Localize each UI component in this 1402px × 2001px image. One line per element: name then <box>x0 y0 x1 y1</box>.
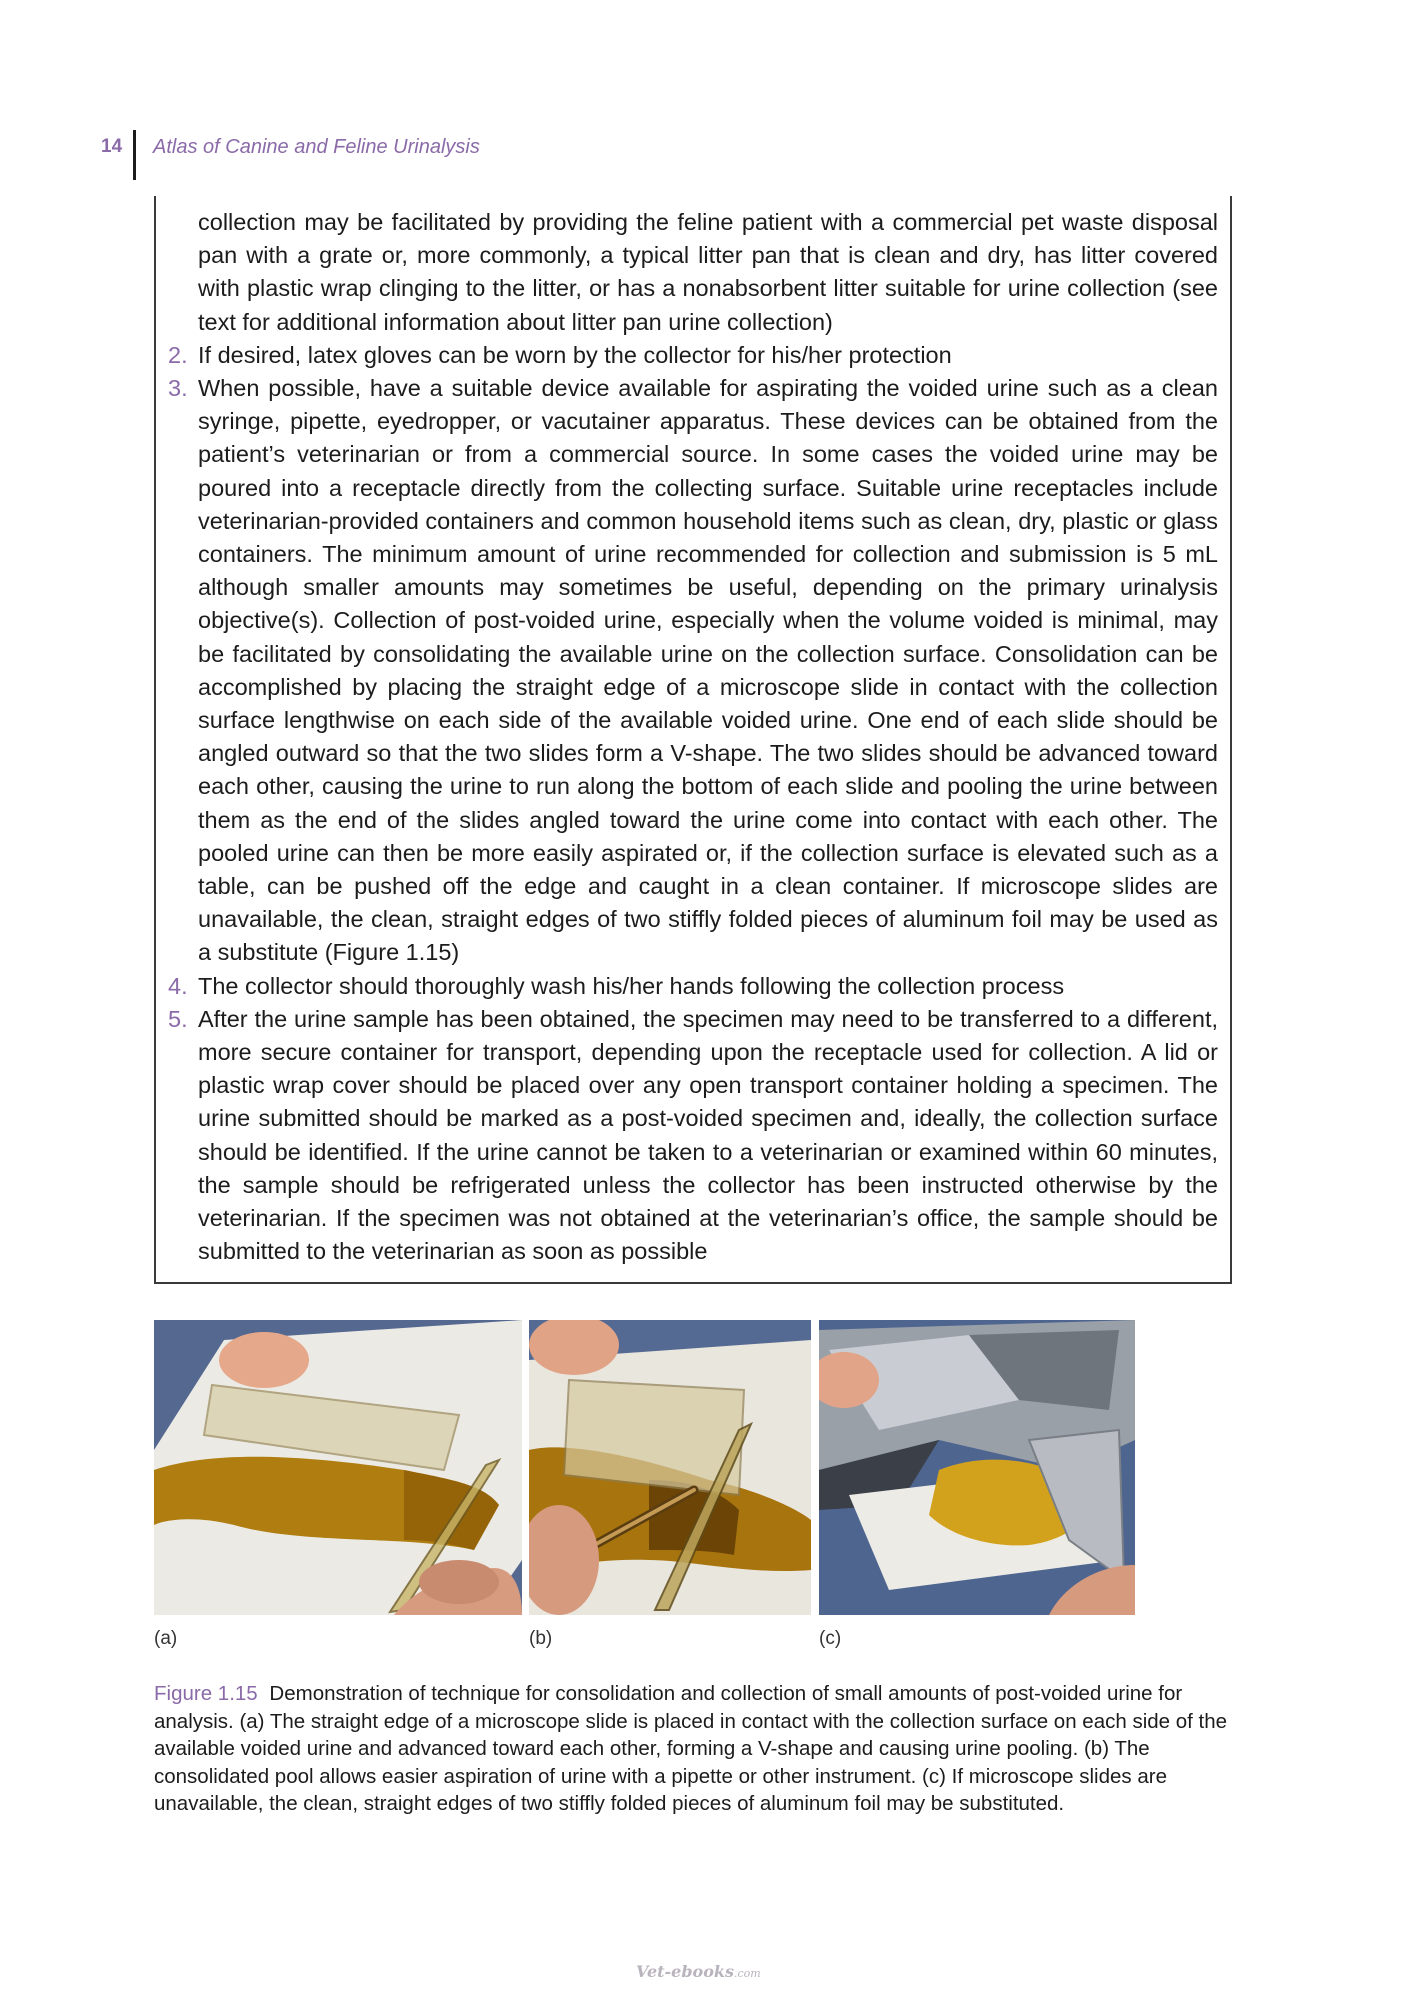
panel-label-c: (c) <box>819 1628 842 1649</box>
list-item-number: 2. <box>168 341 188 368</box>
page-number: 14 <box>101 136 123 157</box>
list-item <box>168 970 1218 1003</box>
photo-c-aluminum-foil <box>819 1320 1135 1615</box>
list-item-number: 4. <box>168 972 188 999</box>
panel-label-b: (b) <box>529 1628 553 1649</box>
figure-caption-text: Demonstration of technique for consolidation and collection of small amounts of post-voided urine for analysis. (a) The straight edge of a microscope slide is placed in contact with the collection surface on each side of the available voided urine and advanced toward each other, forming a V-shape and causing urine pooling. (b) The consolidated pool allows easier aspiration of urine with a pipette or other instrument. (c) If microscope slides are unavailable, the clean, straight edges of two stiffly folded pieces of aluminum foil may be substituted. <box>154 1682 1228 1815</box>
procedure-text <box>168 206 1218 1269</box>
list-item-number: 3. <box>168 375 188 402</box>
running-header-title: Atlas of Canine and Feline Urinalysis <box>153 136 480 158</box>
procedure-list <box>168 339 1218 1269</box>
figure-photos <box>154 1320 1154 1615</box>
list-item-number: 5. <box>168 1005 188 1032</box>
list-item <box>168 339 1218 372</box>
panel-label-a: (a) <box>154 1628 178 1649</box>
list-item-text: When possible, have a suitable device available for aspirating the voided urine such as a clean syringe, pipette, eyedropper, or vacutainer apparatus. These devices can be obtained from the patient’s veterinarian or from a commercial source. In some cases the voided urine may be poured into a receptacle directly from the collecting surface. Suitable urine receptacles include veterinarian-provided containers and common household items such as clean, dry, plastic or glass containers. The minimum amount of urine recommended for collection and submission is 5 mL although smaller amounts may sometimes be useful, depending on the primary urinalysis objective(s). Collection of post-voided urine, especially when the volume voided is minimal, may be facilitated by consolidating the available urine on the collection surface. Consolidation can be accomplished by placing the straight edge of a microscope slide in contact with the collection surface lengthwise on each side of the available voided urine. One end of each slide should be angled outward so that the two slides form a V-shape. The two slides should be advanced toward each other, causing the urine to run along the bottom of each slide and pooling the urine between them as the end of the slides angled toward the urine come into contact with each other. The pooled urine can then be more easily aspirated or, if the collection surface is elevated such as a table, can be pushed off the edge and caught in a clean container. If microscope slides are unavailable, the clean, straight edges of two stiffly folded pieces of aluminum foil may be used as a substitute (Figure 1.15) <box>198 375 1218 966</box>
photo-a-microscope-slides <box>154 1320 522 1615</box>
photo-b-pipette-aspiration <box>529 1320 811 1615</box>
watermark <box>636 1962 761 1981</box>
watermark-suffix: .com <box>733 1967 761 1980</box>
list-item <box>168 1003 1218 1269</box>
list-item-text: If desired, latex gloves can be worn by the collector for his/her protection <box>198 341 952 368</box>
list-item-text: After the urine sample has been obtained, the specimen may need to be transferred to a different, more secure container for transport, depending upon the receptacle used for collection. A lid or plastic wrap cover should be placed over any open transport container holding a specimen. The urine submitted should be marked as a post-voided specimen and, ideally, the collection surface should be identified. If the urine cannot be taken to a veterinarian or examined within 60 minutes, the sample should be refrigerated unless the collector has been instructed otherwise by the veterinarian. If the specimen was not obtained at the veterinarian’s office, the sample should be submitted to the veterinarian as soon as possible <box>198 1005 1218 1265</box>
figure-caption <box>154 1680 1234 1818</box>
procedure-intro-paragraph: collection may be facilitated by providing the feline patient with a commercial pet waste disposal pan with a grate or, more commonly, a typical litter pan that is clean and dry, has litter covered with plastic wrap clinging to the litter, or has a nonabsorbent litter suitable for urine collection (see text for additional information about litter pan urine collection) <box>198 209 1218 335</box>
header-divider <box>133 130 136 180</box>
watermark-main: Vet-ebooks <box>636 1962 734 1981</box>
list-item <box>168 372 1218 970</box>
figure-label: Figure 1.15 <box>154 1682 258 1705</box>
list-item-text: The collector should thoroughly wash his/her hands following the collection process <box>198 972 1065 999</box>
